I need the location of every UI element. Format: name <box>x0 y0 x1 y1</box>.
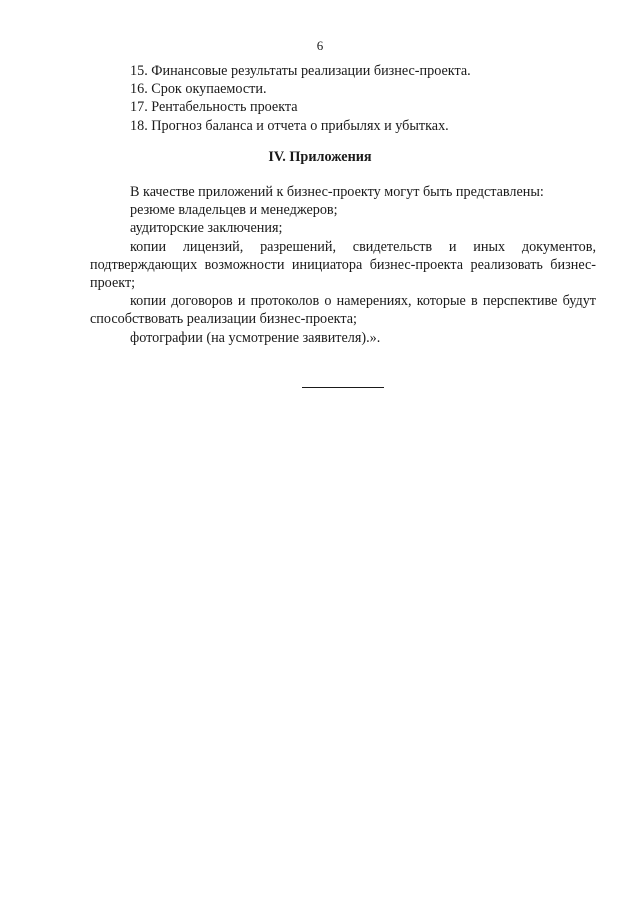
paragraph: фотографии (на усмотрение заявителя).». <box>130 329 381 346</box>
numbered-list <box>130 62 600 135</box>
list-item: 18. Прогноз баланса и отчета о прибылях и убытках. <box>130 117 449 134</box>
section-body <box>90 183 596 347</box>
end-of-document-rule <box>302 387 384 388</box>
paragraph: копии лицензий, разрешений, свидетельств и иных документов, подтверждающих возможности инициатора бизнес-проекта реализовать бизнес-проект; <box>90 238 596 292</box>
paragraph: резюме владельцев и менеджеров; <box>130 202 338 219</box>
section-heading: IV. Приложения <box>268 149 372 165</box>
paragraph: В качестве приложений к бизнес-проекту могут быть представлены: <box>130 184 544 200</box>
list-item: 17. Рентабельность проекта <box>130 99 298 116</box>
page-number: 6 <box>316 38 324 53</box>
paragraph: аудиторские заключения; <box>130 220 283 237</box>
list-item: 15. Финансовые результаты реализации бизнес-проекта. <box>130 63 471 79</box>
list-item: 16. Срок окупаемости. <box>130 81 267 98</box>
paragraph: копии договоров и протоколов о намерениях, которые в перспективе будут способствовать реализации бизнес-проекта; <box>90 293 596 328</box>
